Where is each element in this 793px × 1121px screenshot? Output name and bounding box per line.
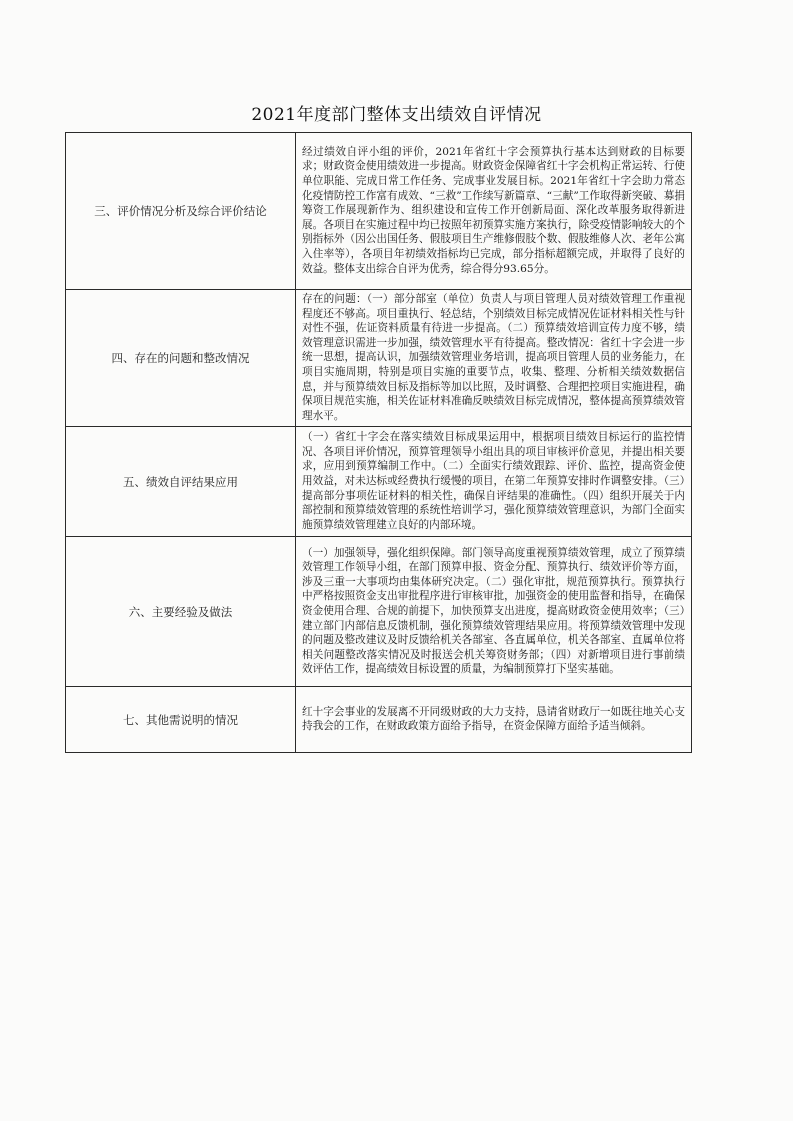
table-row-other-notes [66, 687, 692, 753]
table-row-problems-rectification [66, 290, 692, 427]
row-label-evaluation-conclusion: 三、评价情况分析及综合评价结论 [66, 133, 296, 290]
document-title: 2021年度部门整体支出绩效自评情况 [251, 105, 542, 125]
row-content-evaluation-conclusion: 经过绩效自评小组的评价，2021年省红十字会预算执行基本达到财政的目标要求；财政资金使用绩效进一步提高。财政资金保障省红十字会机构正常运转、行使单位职能、完成日常工作任务、完成事业发展目标。2021年省红十字会助力常态化疫情防控工作富有成效、“三救”工作续写新篇章、“三献”工作取得新突破、募捐筹资工作展现新作为、组织建设和宣传工作开创新局面、深化改革服务取得新进展。各项目在实施过程中均已按照年初预算实施方案执行，除受疫情影响较大的个别指标外（因公出国任务、假肢项目生产维修假肢个数、假肢维修人次、老年公寓入住率等），各项目年初绩效指标均已完成，部分指标超额完成，并取得了良好的效益。整体支出综合自评为优秀，综合得分93.65分。 [296, 133, 692, 290]
table-row-evaluation-conclusion [66, 133, 692, 290]
evaluation-table [65, 132, 692, 753]
row-content-other-notes: 红十字会事业的发展离不开同级财政的大力支持，恳请省财政厅一如既往地关心支持我会的工作，在财政政策方面给予指导，在资金保障方面给予适当倾斜。 [296, 687, 692, 753]
table-row-result-application [66, 427, 692, 537]
row-label-problems-rectification: 四、存在的问题和整改情况 [66, 290, 296, 427]
row-label-result-application: 五、绩效自评结果应用 [66, 427, 296, 537]
row-label-main-experience: 六、主要经验及做法 [66, 537, 296, 687]
row-content-result-application: （一）省红十字会在落实绩效目标成果运用中，根据项目绩效目标运行的监控情况、各项目评价情况，预算管理领导小组出具的项目审核评价意见，并提出相关要求，应用到预算编制工作中。（二）全面实行绩效跟踪、评价、监控，提高资金使用效益，对未达标或经费执行缓慢的项目，在第二年预算安排时作调整安排。（三）提高部分事项佐证材料的相关性，确保自评结果的准确性。（四）组织开展关于内部控制和预算绩效管理的系统性培训学习，强化预算绩效管理意识，为部门全面实施预算绩效管理建立良好的内部环境。 [296, 427, 692, 537]
row-content-main-experience: （一）加强领导，强化组织保障。部门领导高度重视预算绩效管理，成立了预算绩效管理工作领导小组，在部门预算申报、资金分配、预算执行、绩效评价等方面，涉及三重一大事项均由集体研究决定。（二）强化审批，规范预算执行。预算执行中严格按照资金支出审批程序进行审核审批，加强资金的使用监督和指导，在确保资金使用合理、合规的前提下，加快预算支出进度，提高财政资金使用效率；（三）建立部门内部信息反馈机制，强化预算绩效管理结果应用。将预算绩效管理中发现的问题及整改建议及时反馈给机关各部室、各直属单位，机关各部室、直属单位将相关问题整改落实情况及时报送会机关筹资财务部；（四）对新增项目进行事前绩效评估工作，提高绩效目标设置的质量，为编制预算打下坚实基础。 [296, 537, 692, 687]
row-label-other-notes: 七、其他需说明的情况 [66, 687, 296, 753]
row-content-problems-rectification: 存在的问题：（一）部分部室（单位）负责人与项目管理人员对绩效管理工作重视程度还不够高。项目重执行、轻总结，个别绩效目标完成情况佐证材料相关性与针对性不强，佐证资料质量有待进一步提高。（二）预算绩效培训宣传力度不够，绩效管理意识需进一步加强，绩效管理水平有待提高。整改情况：省红十字会进一步统一思想，提高认识，加强绩效管理业务培训，提高项目管理人员的业务能力，在项目实施周期，特别是项目实施的重要节点，收集、整理、分析相关绩效数据信息，并与预算绩效目标及指标等加以比照，及时调整、合理把控项目实施进程，确保项目规范实施，相关佐证材料准确反映绩效目标完成情况，整体提高预算绩效管理水平。 [296, 290, 692, 427]
table-row-main-experience [66, 537, 692, 687]
